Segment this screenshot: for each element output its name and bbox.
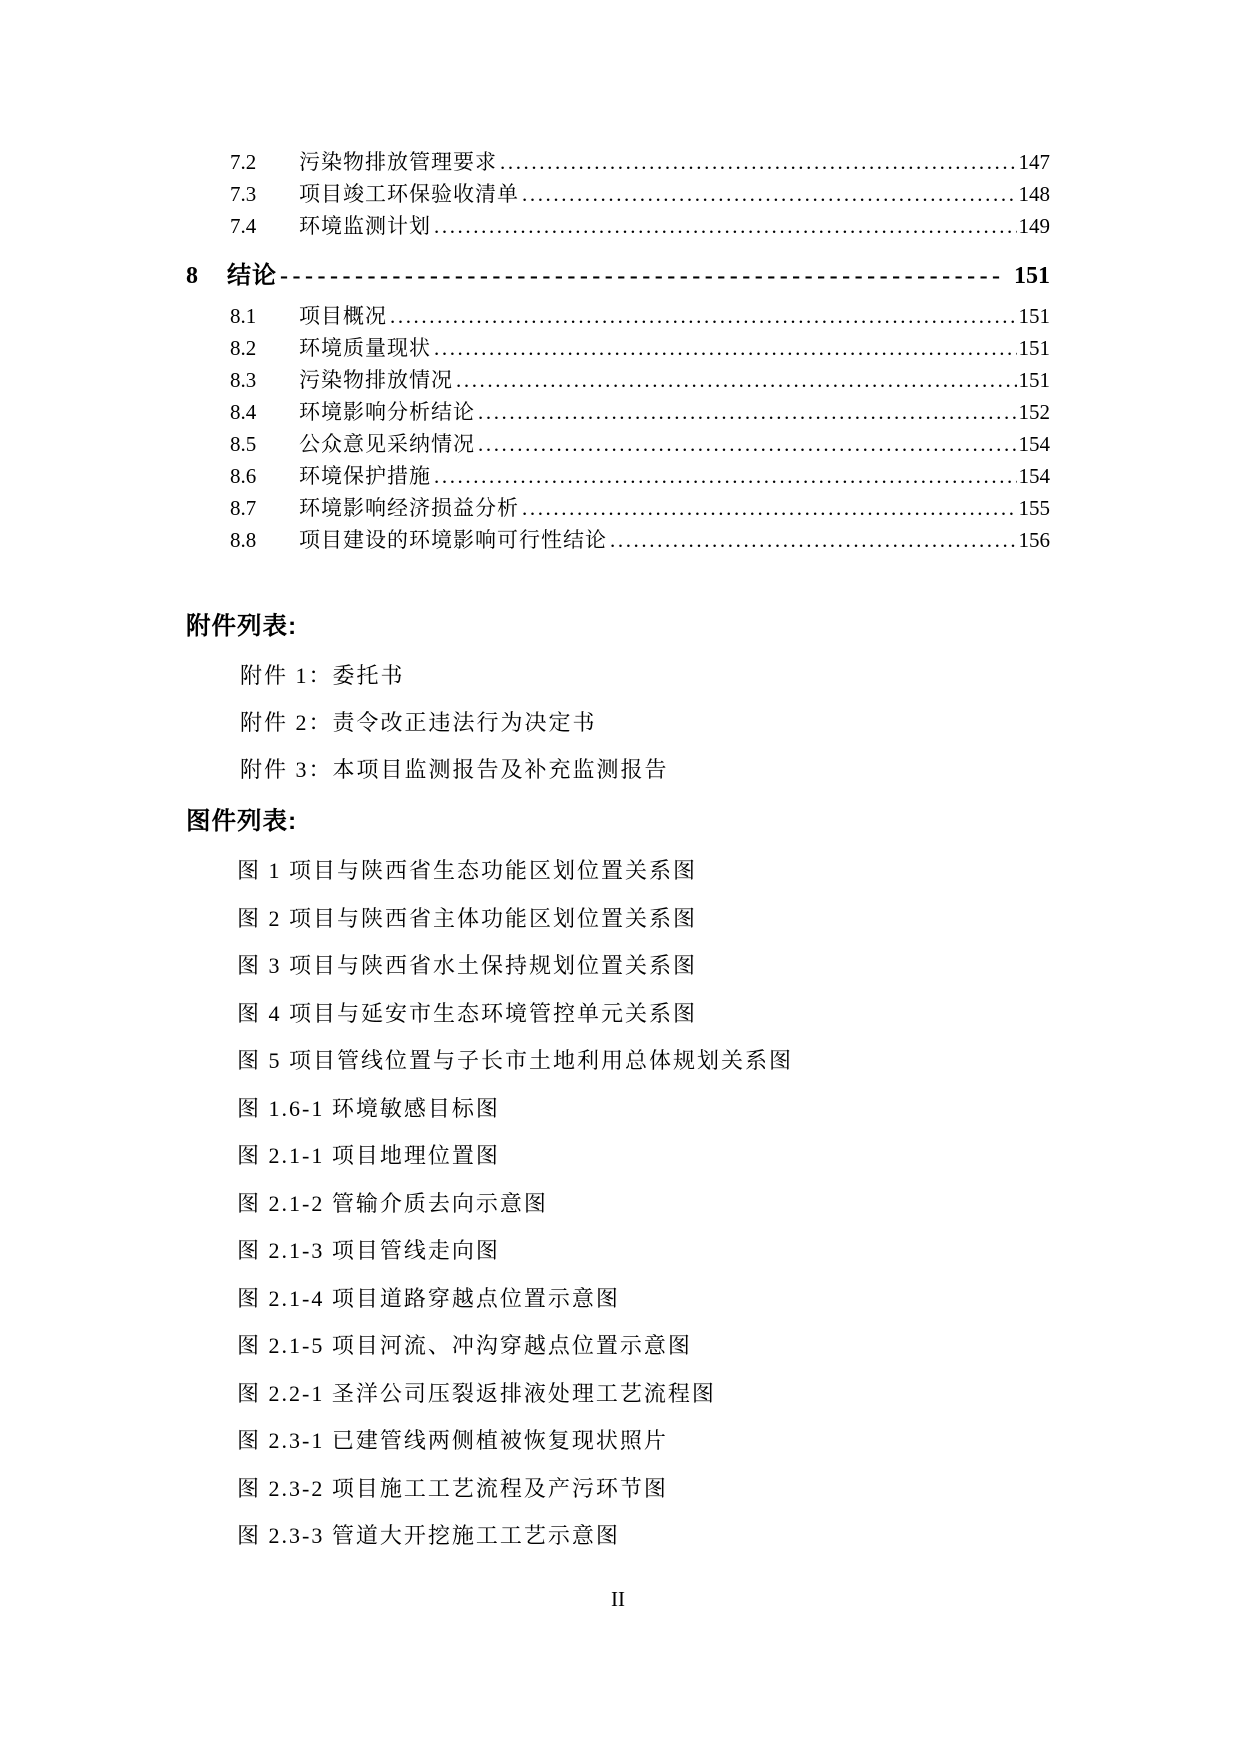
toc-entry-number: 7.4 xyxy=(230,214,257,238)
attachments-list-heading: 附件列表: xyxy=(186,613,298,640)
toc-entry-number: 8.2 xyxy=(230,336,257,360)
toc-entry-page: 156 xyxy=(1018,528,1050,552)
toc-entry-page: 151 xyxy=(1018,336,1050,360)
figure-item: 图 5 项目管线位置与子长市土地利用总体规划关系图 xyxy=(237,1048,794,1073)
toc-entry-page: 155 xyxy=(1018,496,1050,520)
toc-leader xyxy=(390,300,1017,332)
toc-entry-title: 环境监测计划 xyxy=(299,214,431,238)
toc-entry-title: 环境影响分析结论 xyxy=(299,400,475,424)
toc-entry-number: 8.3 xyxy=(230,368,257,392)
toc-entry-title: 项目概况 xyxy=(299,304,387,328)
toc-leader xyxy=(280,254,1004,298)
toc-entry xyxy=(186,254,1050,298)
toc-entry-title: 公众意见采纳情况 xyxy=(299,432,475,456)
figures-list xyxy=(186,847,1050,1560)
toc-entry xyxy=(230,146,1050,178)
toc-entry-title: 项目竣工环保验收清单 xyxy=(299,182,519,206)
toc-entry-page: 151 xyxy=(1014,263,1050,289)
toc-entry-page: 154 xyxy=(1018,464,1050,488)
toc-entry-page: 147 xyxy=(1018,150,1050,174)
toc-leader xyxy=(478,428,1017,460)
toc-entry xyxy=(230,300,1050,332)
attachment-item: 附件 3：本项目监测报告及补充监测报告 xyxy=(240,757,669,782)
toc-entry xyxy=(230,492,1050,524)
toc-entry xyxy=(230,332,1050,364)
toc-entry xyxy=(230,364,1050,396)
figure-item: 图 2.1-5 项目河流、冲沟穿越点位置示意图 xyxy=(237,1333,692,1358)
toc-entry xyxy=(230,428,1050,460)
toc-leader xyxy=(610,524,1017,556)
toc-entry xyxy=(230,460,1050,492)
toc-entry-number: 8.4 xyxy=(230,400,257,424)
figure-item: 图 2.3-2 项目施工工艺流程及产污环节图 xyxy=(237,1475,668,1501)
toc-entry-title: 项目建设的环境影响可行性结论 xyxy=(299,528,607,552)
toc-entry-title: 污染物排放情况 xyxy=(299,368,453,392)
toc-entry-page: 148 xyxy=(1018,182,1050,206)
figure-item: 图 1 项目与陕西省生态功能区划位置关系图 xyxy=(237,858,698,883)
toc-leader xyxy=(434,332,1017,364)
toc-entry-title: 环境保护措施 xyxy=(299,464,431,488)
figure-item: 图 2.1-4 项目道路穿越点位置示意图 xyxy=(237,1285,620,1311)
toc-entry xyxy=(230,396,1050,428)
toc-entry-number: 8.5 xyxy=(230,432,257,456)
figure-item: 图 1.6-1 环境敏感目标图 xyxy=(237,1095,500,1121)
figure-item: 图 2 项目与陕西省主体功能区划位置关系图 xyxy=(237,905,698,931)
toc-entry-number: 7.2 xyxy=(230,150,257,174)
toc-leader xyxy=(500,146,1017,178)
toc-leader xyxy=(434,210,1017,242)
table-of-contents xyxy=(186,146,1050,556)
toc-leader xyxy=(522,492,1017,524)
figures-list-heading: 图件列表: xyxy=(186,808,298,835)
toc-entry-number: 8.7 xyxy=(230,496,257,520)
toc-entry-page: 151 xyxy=(1018,304,1050,328)
toc-entry-page: 154 xyxy=(1018,432,1050,456)
toc-entry-number: 8.8 xyxy=(230,528,257,552)
toc-entry-title: 结论 xyxy=(227,263,277,289)
figure-item: 图 2.3-3 管道大开挖施工工艺示意图 xyxy=(237,1523,620,1548)
toc-entry-title: 污染物排放管理要求 xyxy=(299,150,497,174)
toc-entry-page: 152 xyxy=(1018,400,1050,424)
figure-item: 图 2.1-1 项目地理位置图 xyxy=(237,1143,500,1168)
toc-leader xyxy=(478,396,1017,428)
toc-leader xyxy=(434,460,1017,492)
figure-item: 图 2.1-2 管输介质去向示意图 xyxy=(237,1190,548,1216)
attachment-item: 附件 2：责令改正违法行为决定书 xyxy=(240,710,597,735)
toc-entry xyxy=(230,178,1050,210)
page-number-footer: II xyxy=(611,1586,625,1611)
toc-entry-page: 149 xyxy=(1018,214,1050,238)
toc-entry xyxy=(230,210,1050,242)
figure-item: 图 2.2-1 圣洋公司压裂返排液处理工艺流程图 xyxy=(237,1380,716,1406)
toc-entry xyxy=(230,524,1050,556)
toc-entry-number: 8.1 xyxy=(230,304,257,328)
figure-item: 图 4 项目与延安市生态环境管控单元关系图 xyxy=(237,1000,698,1026)
toc-entry-number: 8 xyxy=(186,263,198,289)
figure-item: 图 3 项目与陕西省水土保持规划位置关系图 xyxy=(237,953,698,978)
toc-leader xyxy=(456,364,1017,396)
figure-item: 图 2.1-3 项目管线走向图 xyxy=(237,1238,500,1263)
attachments-list xyxy=(186,652,1050,793)
toc-entry-title: 环境质量现状 xyxy=(299,336,431,360)
toc-entry-number: 8.6 xyxy=(230,464,257,488)
figure-item: 图 2.3-1 已建管线两侧植被恢复现状照片 xyxy=(237,1428,668,1453)
toc-entry-number: 7.3 xyxy=(230,182,257,206)
toc-leader xyxy=(522,178,1017,210)
attachment-item: 附件 1：委托书 xyxy=(240,663,405,688)
toc-entry-title: 环境影响经济损益分析 xyxy=(299,496,519,520)
toc-entry-page: 151 xyxy=(1018,368,1050,392)
